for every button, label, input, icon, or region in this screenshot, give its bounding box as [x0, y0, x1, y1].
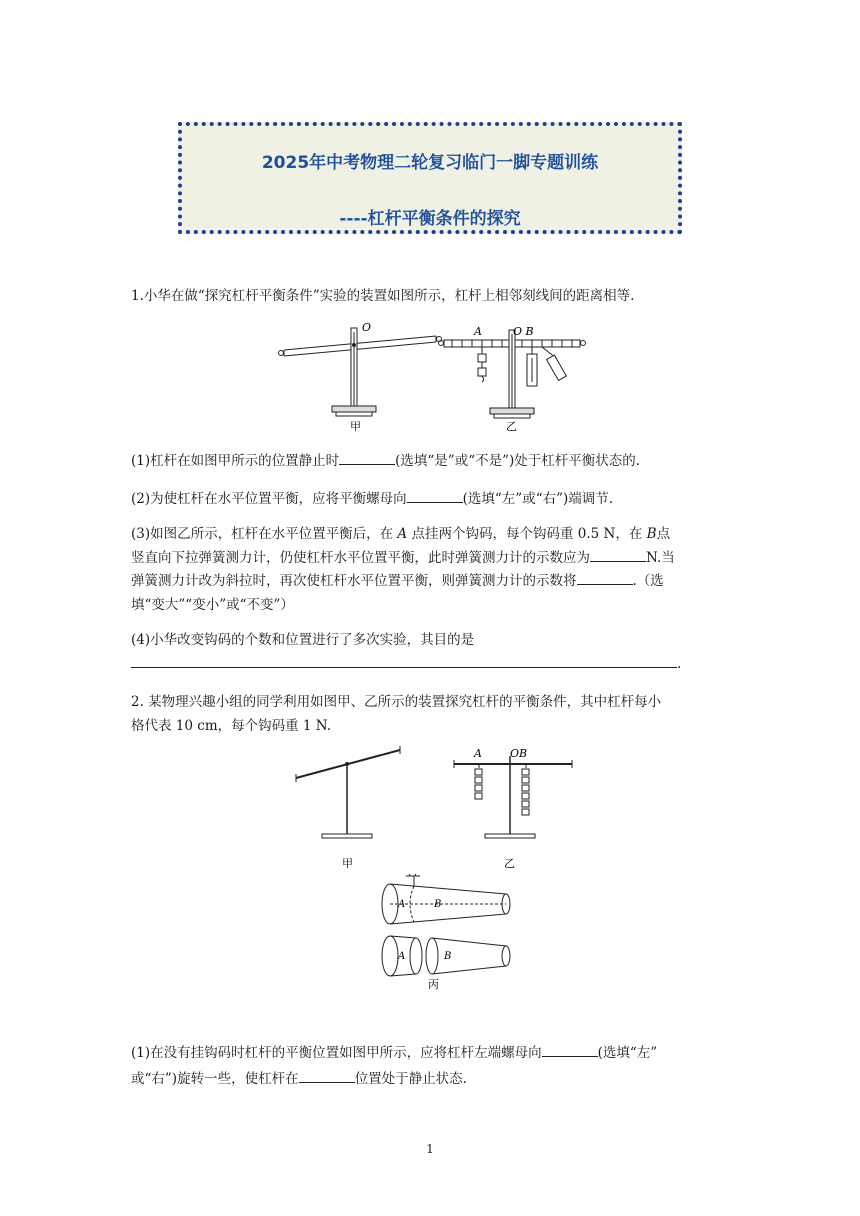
- q2-fig-label-ob: OB: [510, 747, 528, 760]
- q1-fig-yi-apparatus: [439, 330, 586, 418]
- q1-fig-caption-jia: 甲: [350, 420, 361, 433]
- q2-part1-text-c: 或“右”)旋转一些，使杠杆在: [131, 1071, 299, 1087]
- q2-fig-bing-label-b2: B: [444, 951, 452, 962]
- q1-part3-text-d: 竖直向下拉弹簧测力计，仍使杠杆水平位置平衡，此时弹簧测力计的示数应为: [131, 549, 590, 566]
- q2-fig-bing-label-a2: A: [398, 951, 406, 962]
- q2-fig-caption-jia: 甲: [342, 857, 353, 870]
- q2-fig-yi-apparatus: [454, 756, 572, 838]
- title-box: [178, 122, 682, 234]
- title-line-1: 2025年中考物理二轮复习临门一脚专题训练: [261, 153, 599, 173]
- q2-fig-caption-bing: 丙: [428, 978, 439, 991]
- q1-part3-text-c: 点: [656, 526, 671, 542]
- q1-stem: 1.小华在做“探究杠杆平衡条件”实验的装置如图所示，杠杆上相邻刻线间的距离相等.: [131, 288, 635, 304]
- q1-fig-caption-yi: 乙: [506, 420, 517, 433]
- q1-part4-text-a: (4)小华改变钩码的个数和位置进行了多次实验，其目的是: [131, 632, 475, 648]
- q1-fig-label-o: O: [362, 321, 372, 334]
- q1-part3-text-f: 弹簧测力计改为斜拉时，再次使杠杆水平位置平衡，则弹簧测力计的示数将: [131, 573, 577, 589]
- q1-part3-blank-2[interactable]: [577, 571, 633, 585]
- q1-part2: [131, 488, 731, 510]
- q1-part3-point-a: A: [397, 526, 408, 542]
- q1-part3: [131, 523, 731, 617]
- q2-fig-label-a: A: [474, 747, 482, 760]
- q2-part1-text-a: (1)在没有挂钩码时杠杆的平衡位置如图甲所示，应将杠杆左端螺母向: [131, 1045, 542, 1061]
- q2-part1-text-b: (选填“左”: [597, 1045, 658, 1061]
- q2-fig-caption-yi: 乙: [504, 857, 515, 870]
- q1-part4-blank[interactable]: [131, 654, 677, 668]
- q1-part1: [131, 450, 731, 472]
- q2-stem-line-2: 格代表 10 cm，每个钩码重 1 N.: [131, 718, 332, 734]
- q1-part3-point-b: B: [646, 526, 657, 542]
- q1-part3-text-b: 点挂两个钩码，每个钩码重 0.5 N，在: [411, 526, 643, 542]
- q1-part3-text-h: 填“变大”“变小”或“不变”）: [131, 596, 294, 613]
- q2-figure-jia-yi: [290, 742, 580, 874]
- q2-part1-text-d: 位置处于静止状态.: [354, 1071, 467, 1087]
- q1-part2-text-b: (选填“左”或“右”)端调节.: [462, 491, 614, 507]
- q1-part4-period: .: [677, 656, 682, 672]
- q2-figure-bing: [376, 874, 520, 992]
- q1-fig-label-a: A: [474, 325, 482, 338]
- page-number: 1: [426, 1142, 434, 1156]
- q1-part3-text-a: (3)如图乙所示，杠杆在水平位置平衡后，在: [131, 526, 394, 542]
- q1-part1-text-a: (1)杠杆在如图甲所示的位置静止时: [131, 453, 340, 469]
- q2-fig-bing-label-a: A: [398, 899, 406, 910]
- q2-fig-bing-label-b: B: [434, 899, 442, 910]
- q2-part1-blank-1[interactable]: [542, 1043, 598, 1057]
- q1-part1-blank[interactable]: [339, 451, 395, 465]
- q1-fig-label-ob: O B: [513, 325, 534, 338]
- q2-stem: [131, 690, 731, 738]
- q1-fig-jia-apparatus: [279, 328, 442, 416]
- q1-part3-blank-1[interactable]: [590, 548, 646, 562]
- q1-part2-blank[interactable]: [407, 489, 463, 503]
- q1-part3-text-e: N.当: [646, 549, 675, 566]
- q2-stem-line-1: 2. 某物理兴趣小组的同学利用如图甲、乙所示的装置探究杠杆的平衡条件，其中杠杆每小: [131, 694, 662, 710]
- q1-part3-text-g: .（选: [632, 573, 664, 589]
- q1-part2-text-a: (2)为使杠杆在水平位置平衡，应将平衡螺母向: [131, 491, 407, 507]
- q2-part1: [131, 1040, 731, 1092]
- q2-fig-jia-apparatus: [296, 746, 400, 838]
- title-line-2: ----杠杆平衡条件的探究: [339, 209, 521, 229]
- q2-part1-blank-2[interactable]: [299, 1069, 355, 1083]
- q1-figure: [276, 318, 596, 438]
- q1-part4: [131, 628, 731, 676]
- q1-part1-text-b: (选填“是”或“不是”)处于杠杆平衡状态的.: [395, 453, 641, 469]
